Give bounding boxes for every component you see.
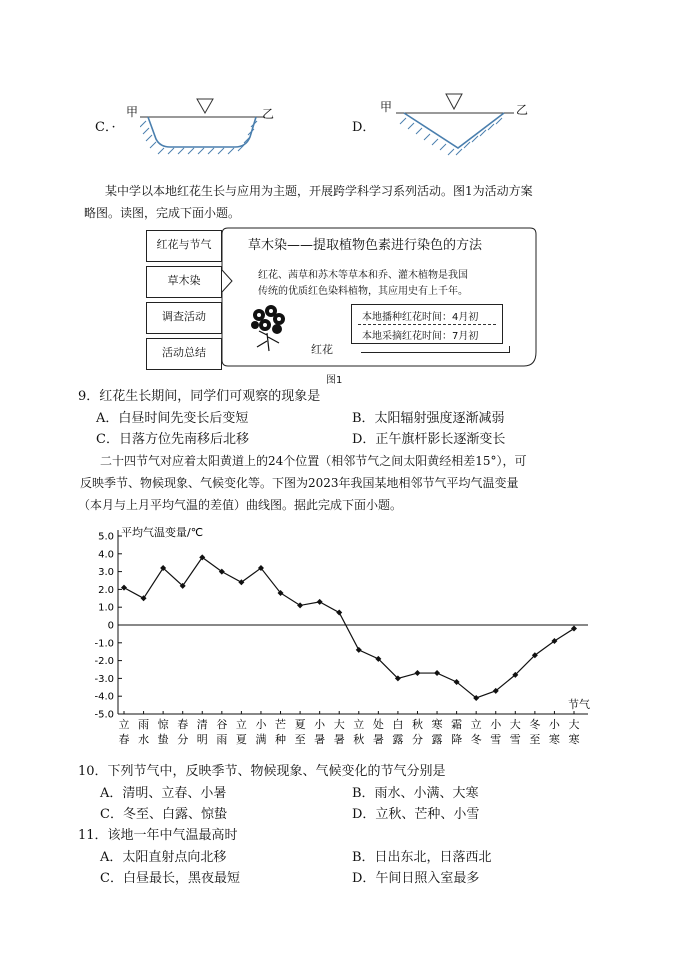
x-tick-label-top: 小 — [314, 718, 326, 731]
option-d-right-label: 乙 — [516, 103, 529, 117]
temperature-change-chart — [88, 522, 608, 754]
q10-option-a[interactable]: A．清明、立春、小暑 — [100, 786, 227, 801]
x-tick-label-top: 立 — [118, 718, 130, 731]
q11-stem: 11．该地一年中气温最高时 — [78, 828, 238, 843]
data-point — [571, 626, 577, 632]
x-tick-label-bottom: 种 — [275, 733, 287, 746]
note-sowing-time: 本地播种红花时间：4月初 — [362, 312, 479, 323]
x-tick-label-top: 雨 — [138, 718, 150, 731]
x-tick-label-bottom: 露 — [431, 733, 443, 746]
q9-option-b[interactable]: B．太阳辐射强度逐渐减弱 — [352, 411, 505, 426]
tab-caomuran: 草木染 — [146, 266, 222, 298]
data-point — [297, 602, 303, 608]
x-tick-label-bottom: 露 — [392, 733, 404, 746]
x-tick-label-top: 大 — [568, 718, 580, 731]
x-tick-label-top: 小 — [255, 718, 267, 731]
x-axis-label: 节气 — [568, 698, 590, 711]
q9-option-d[interactable]: D．正午旗杆影长逐渐变长 — [352, 432, 506, 447]
x-tick-label-top: 惊 — [157, 718, 169, 731]
y-tick-label: -1.0 — [94, 638, 114, 650]
series-line — [124, 557, 574, 698]
x-tick-label-bottom: 至 — [529, 733, 541, 746]
option-c-left-label: 甲 — [126, 105, 139, 119]
q9-option-c[interactable]: C．日落方位先南移后北移 — [96, 432, 249, 447]
x-tick-label-bottom: 暑 — [333, 733, 345, 746]
x-tick-label-top: 霜 — [451, 718, 463, 731]
intro-2-line-3: （本月与上月平均气温的差值）曲线图。据此完成下面小题。 — [78, 498, 403, 512]
option-d-left-label: 甲 — [380, 100, 393, 114]
figure-1-caption: 图1 — [326, 375, 343, 386]
x-tick-label-bottom: 至 — [294, 733, 306, 746]
x-tick-label-top: 谷 — [216, 718, 228, 731]
intro-2-line-2: 反映季节、物候现象、气候变化等。下图为2023年我国某地相邻节气平均气温变量 — [80, 476, 519, 490]
x-tick-label-top: 清 — [196, 718, 208, 731]
y-tick-label: -4.0 — [94, 691, 114, 703]
y-tick-label: 2.0 — [98, 584, 114, 596]
x-tick-label-bottom: 暑 — [314, 733, 326, 746]
x-tick-label-bottom: 冬 — [470, 733, 482, 746]
note-shadow — [361, 346, 510, 353]
x-tick-label-bottom: 寒 — [548, 733, 560, 746]
x-tick-label-top: 大 — [509, 718, 521, 731]
tab-honghua-jieqi: 红花与节气 — [146, 230, 222, 262]
x-tick-label-top: 立 — [353, 718, 365, 731]
intro-1-line-2: 略图。读图，完成下面小题。 — [84, 206, 241, 220]
safflower-icon — [247, 303, 291, 353]
y-axis-label: 平均气温变量/℃ — [121, 526, 204, 539]
data-point — [414, 670, 420, 676]
x-tick-label-bottom: 春 — [118, 733, 130, 746]
option-c-letter: C．· — [95, 120, 116, 135]
x-tick-label-top: 立 — [470, 718, 482, 731]
data-point — [434, 670, 440, 676]
x-tick-label-top: 白 — [392, 718, 404, 731]
x-tick-label-top: 立 — [235, 718, 247, 731]
channel-cross-section-c — [140, 95, 270, 165]
q10-option-d[interactable]: D．立秋、芒种、小雪 — [352, 807, 480, 822]
option-c-right-label: 乙 — [262, 107, 275, 121]
figure-1-note-box — [351, 304, 503, 344]
x-tick-label-bottom: 明 — [196, 733, 208, 746]
q9-stem: 9．红花生长期间，同学们可观察的现象是 — [78, 389, 321, 404]
tab-diaocha-huodong: 调查活动 — [146, 302, 222, 334]
q11-option-b[interactable]: B．日出东北，日落西北 — [352, 850, 492, 865]
x-tick-label-bottom: 满 — [255, 733, 267, 746]
tab-huodong-zongjie: 活动总结 — [146, 338, 222, 370]
x-tick-label-top: 冬 — [529, 718, 541, 731]
x-tick-label-top: 秋 — [411, 718, 423, 731]
q11-option-a[interactable]: A．太阳直射点向北移 — [100, 850, 227, 865]
y-tick-label: 4.0 — [98, 549, 114, 561]
data-point — [141, 595, 147, 601]
x-tick-label-bottom: 夏 — [235, 733, 247, 746]
x-tick-label-bottom: 秋 — [353, 733, 365, 746]
x-tick-label-top: 处 — [372, 718, 384, 731]
figure-1-title: 草木染——提取植物色素进行染色的方法 — [248, 238, 483, 253]
channel-cross-section-d — [396, 88, 521, 168]
y-tick-label: -3.0 — [94, 673, 114, 685]
q10-option-b[interactable]: B．雨水、小满、大寒 — [352, 786, 479, 801]
data-point — [317, 599, 323, 605]
x-tick-label-top: 夏 — [294, 718, 306, 731]
figure-1-desc-1: 红花、茜草和苏木等草本和乔、灌木植物是我国 — [258, 270, 468, 281]
x-tick-label-bottom: 降 — [451, 733, 463, 746]
x-tick-label-top: 寒 — [431, 718, 443, 731]
x-tick-label-bottom: 雪 — [509, 733, 521, 746]
x-tick-label-top: 小 — [548, 718, 560, 731]
intro-1-line-1: 某中学以本地红花生长与应用为主题，开展跨学科学习系列活动。图1为活动方案 — [105, 184, 533, 198]
flower-label: 红花 — [311, 343, 333, 356]
y-tick-label: -5.0 — [94, 709, 114, 721]
y-tick-label: -2.0 — [94, 656, 114, 668]
x-tick-label-bottom: 寒 — [568, 733, 580, 746]
x-tick-label-bottom: 水 — [138, 733, 150, 746]
intro-2-line-1: 二十四节气对应着太阳黄道上的24个位置（相邻节气之间太阳黄经相差15°），可 — [100, 454, 527, 468]
x-tick-label-bottom: 蛰 — [157, 733, 169, 746]
x-tick-label-top: 芒 — [275, 718, 287, 731]
x-tick-label-bottom: 暑 — [372, 733, 384, 746]
x-tick-label-bottom: 分 — [411, 733, 423, 746]
x-tick-label-top: 小 — [490, 718, 502, 731]
q10-option-c[interactable]: C．冬至、白露、惊蛰 — [100, 807, 227, 822]
y-tick-label: 1.0 — [98, 602, 114, 614]
option-d-letter: D． — [352, 120, 376, 135]
q11-option-c[interactable]: C．白昼最长，黑夜最短 — [100, 871, 240, 886]
x-tick-label-top: 大 — [333, 718, 345, 731]
figure-1-desc-2: 传统的优质红色染料植物，其应用史有上千年。 — [258, 286, 468, 297]
data-point — [336, 610, 342, 616]
note-divider — [358, 324, 496, 325]
note-harvest-time: 本地采摘红花时间：7月初 — [362, 331, 479, 342]
q11-option-d[interactable]: D．午间日照入室最多 — [352, 871, 480, 886]
x-tick-label-top: 春 — [177, 718, 189, 731]
q9-option-a[interactable]: A．白昼时间先变长后变短 — [96, 411, 249, 426]
x-tick-label-bottom: 分 — [177, 733, 189, 746]
y-tick-label: 3.0 — [98, 567, 114, 579]
y-tick-label: 0 — [107, 620, 114, 632]
data-point — [356, 647, 362, 653]
y-tick-label: 5.0 — [98, 531, 114, 543]
x-tick-label-bottom: 雪 — [490, 733, 502, 746]
x-tick-label-bottom: 雨 — [216, 733, 228, 746]
q10-stem: 10．下列节气中，反映季节、物候现象、气候变化的节气分别是 — [78, 764, 446, 779]
